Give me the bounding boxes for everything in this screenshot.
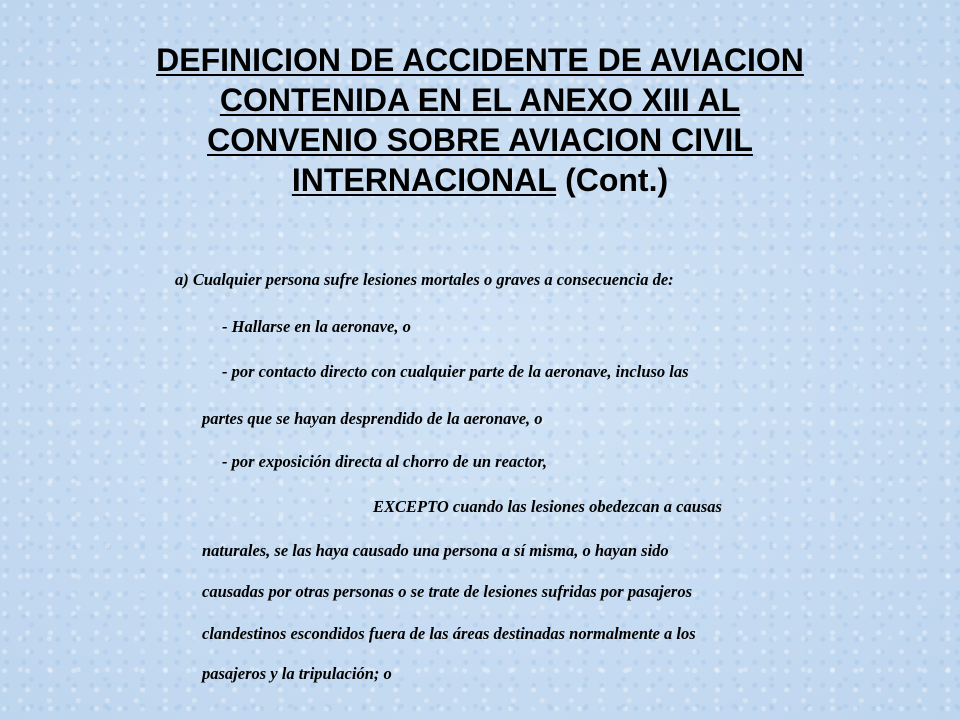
except-keyword: EXCEPTO xyxy=(373,497,449,516)
dash-item-1: - Hallarse en la aeronave, o xyxy=(222,317,411,336)
except-line-2: naturales, se las haya causado una persona a sí misma, o hayan sido xyxy=(202,541,669,560)
slide-title xyxy=(60,40,900,200)
except-line-5: pasajeros y la tripulación; o xyxy=(202,664,392,683)
except-line-4: clandestinos escondidos fuera de las áreas destinadas normalmente a los xyxy=(202,624,696,643)
title-line-1 xyxy=(60,40,900,80)
except-line-1-text: cuando las lesiones obedezcan a causas xyxy=(448,497,722,516)
title-line-1-text: DEFINICION DE ACCIDENTE DE AVIACION xyxy=(156,42,804,78)
item-a: a) Cualquier persona sufre lesiones mortales o graves a consecuencia de: xyxy=(175,270,674,289)
dash-item-2-line-1: - por contacto directo con cualquier parte de la aeronave, incluso las xyxy=(222,362,689,381)
except-line-3: causadas por otras personas o se trate de lesiones sufridas por pasajeros xyxy=(202,582,693,601)
dash-item-2-line-2: partes que se hayan desprendido de la aeronave, o xyxy=(202,409,543,428)
except-line-1 xyxy=(373,497,722,517)
title-line-2-text: CONTENIDA EN EL ANEXO XIII AL xyxy=(219,82,741,118)
title-line-3 xyxy=(60,120,900,160)
title-line-4-rest: (Cont.) xyxy=(556,162,669,198)
title-line-4 xyxy=(60,160,900,200)
title-line-2 xyxy=(60,80,900,120)
title-line-3-text: CONVENIO SOBRE AVIACION CIVIL xyxy=(207,122,753,158)
dash-item-3: - por exposición directa al chorro de un reactor, xyxy=(222,452,547,471)
title-line-4-underlined: INTERNACIONAL xyxy=(291,162,557,198)
